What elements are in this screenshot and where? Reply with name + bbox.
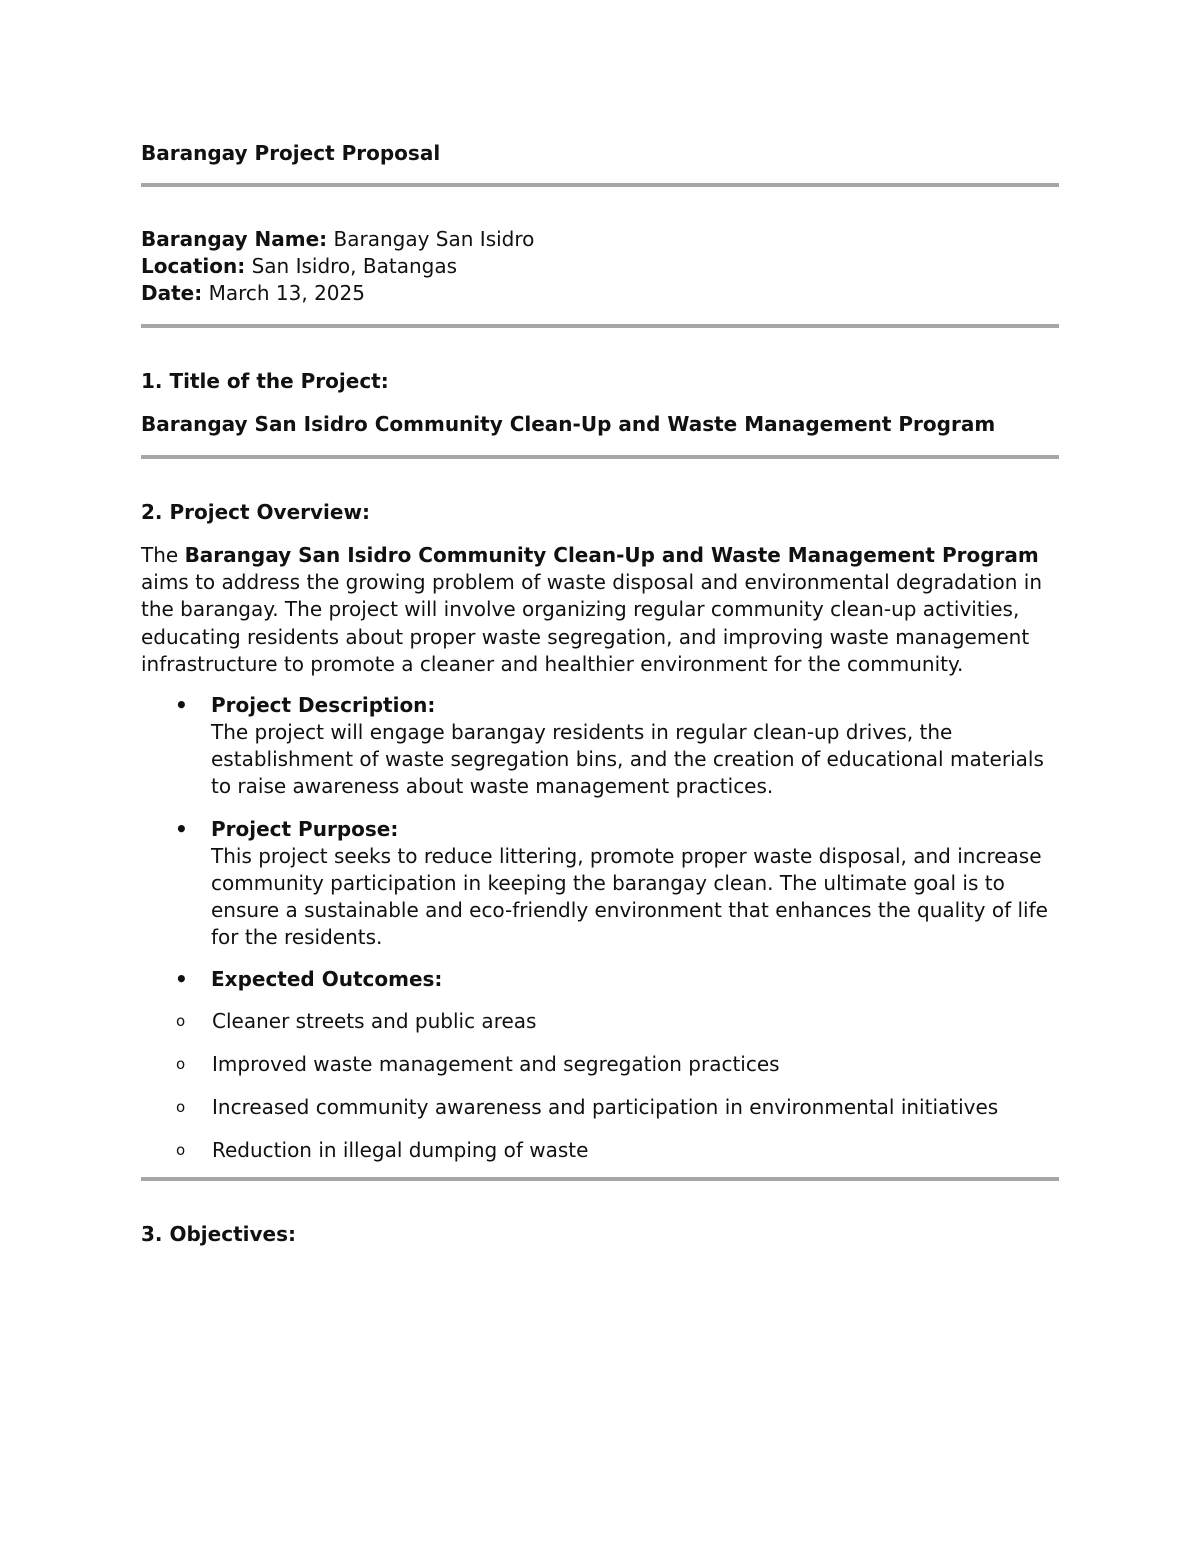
item-body: The project will engage barangay residents in regular clean-up drives, the establishment of waste segregation bins, and the creation of educational materials to raise awareness about waste management practices. (211, 720, 1044, 799)
document-page (141, 138, 1059, 1248)
sub-list-item (141, 1093, 1059, 1121)
divider (141, 324, 1059, 328)
meta-label: Date: (141, 281, 203, 305)
item-heading: Expected Outcomes: (211, 967, 443, 992)
circle-bullet-icon: o (176, 1055, 186, 1074)
list-item (141, 692, 1059, 801)
meta-value: San Isidro, Batangas (251, 254, 458, 278)
outcomes-list (141, 1007, 1059, 1164)
meta-label: Location: (141, 254, 246, 278)
section-heading: 3. Objectives: (141, 1222, 296, 1247)
sub-list-item (141, 1050, 1059, 1078)
bullet-icon: • (175, 693, 188, 718)
list-item (141, 816, 1059, 952)
project-title: Barangay San Isidro Community Clean-Up and Waste Management Program (141, 412, 996, 436)
meta-block (141, 226, 1059, 307)
overview-bullet-list (141, 692, 1059, 1164)
overview-prefix: The (141, 543, 185, 567)
meta-value: Barangay San Isidro (333, 227, 535, 251)
document-title: Barangay Project Proposal (141, 141, 441, 165)
outcome-text: Improved waste management and segregation practices (212, 1052, 780, 1077)
overview-text: aims to address the growing problem of waste disposal and environmental degradation in the barangay. The project will involve organizing regular community clean-up activities, educating residents about proper waste segregation, and improving waste management infrastructure to promote a cleaner and healthier environment for the community. (141, 570, 1043, 676)
bullet-icon: • (175, 967, 188, 992)
item-heading: Project Description: (211, 693, 436, 718)
sub-list-item (141, 1136, 1059, 1164)
meta-date (141, 280, 1059, 307)
overview-program-name: Barangay San Isidro Community Clean-Up and Waste Management Program (184, 543, 1039, 567)
outcome-text: Cleaner streets and public areas (212, 1009, 537, 1034)
meta-location (141, 253, 1059, 280)
circle-bullet-icon: o (176, 1098, 186, 1117)
meta-barangay-name (141, 226, 1059, 253)
meta-label: Barangay Name: (141, 227, 328, 251)
list-item (141, 966, 1059, 1164)
bullet-icon: • (175, 816, 188, 841)
divider (141, 183, 1059, 187)
divider (141, 1177, 1059, 1181)
circle-bullet-icon: o (176, 1141, 186, 1160)
circle-bullet-icon: o (176, 1012, 186, 1031)
section-heading: 1. Title of the Project: (141, 369, 389, 393)
outcome-text: Reduction in illegal dumping of waste (212, 1138, 589, 1163)
section-heading: 2. Project Overview: (141, 500, 370, 524)
sub-list-item (141, 1007, 1059, 1035)
item-body: This project seeks to reduce littering, promote proper waste disposal, and increase community participation in keeping the barangay clean. The ultimate goal is to ensure a sustainable and eco-friendly environment that enhances the quality of life for the residents. (211, 843, 1048, 950)
meta-value: March 13, 2025 (208, 281, 365, 305)
divider (141, 455, 1059, 459)
item-heading: Project Purpose: (211, 816, 399, 841)
outcome-text: Increased community awareness and participation in environmental initiatives (212, 1095, 999, 1120)
overview-paragraph (141, 542, 1059, 678)
